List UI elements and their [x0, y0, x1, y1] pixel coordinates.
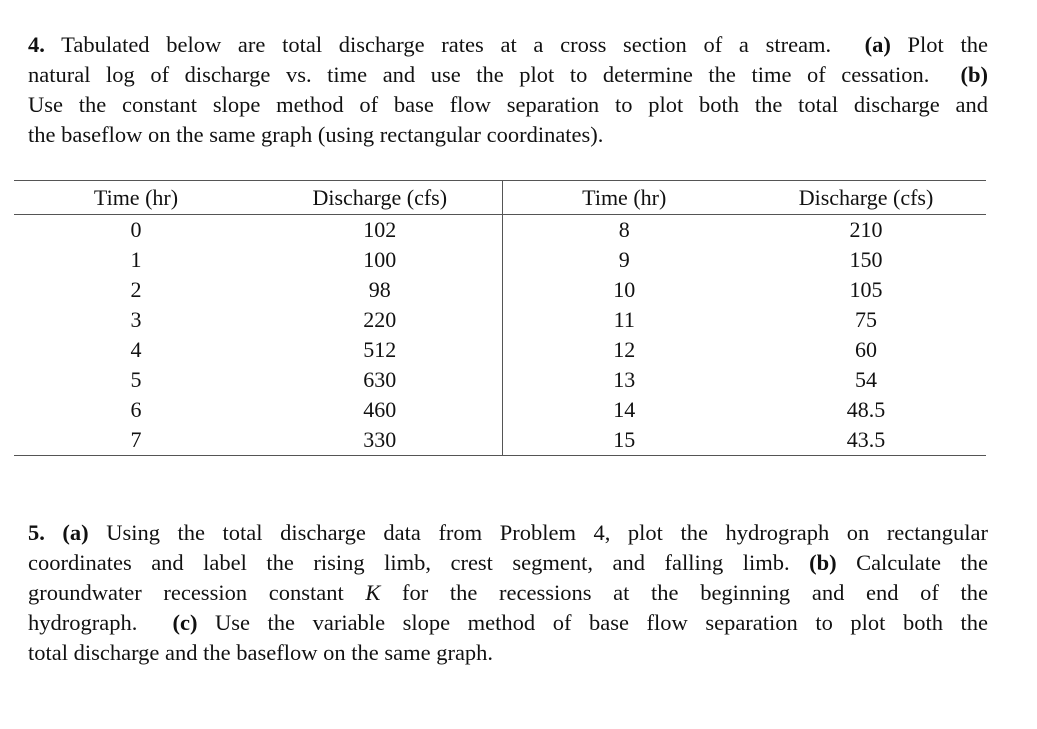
problem5-text-segment: Using the total discharge data from Problem 4, plot the hydrograph on rectangular: [88, 520, 989, 545]
cell-time: 11: [613, 307, 635, 332]
problem5-line: [28, 518, 988, 548]
problem4-text-segment: Tabulated below are total discharge rates at a cross section of a stream.: [44, 32, 865, 57]
problem4-line: [28, 60, 988, 90]
problem5-text-segment: (b): [809, 550, 837, 575]
problem5-text-segment: coordinates and label the rising limb, crest segment, and falling limb.: [28, 550, 810, 575]
problem5-text-segment: Use the variable slope method of base flow separation to plot both the: [197, 610, 988, 635]
problem4-text-segment: natural log of discharge vs. time and use the plot to determine the time of cessation.: [28, 62, 961, 87]
cell-discharge: 54: [855, 367, 877, 392]
cell-discharge: 220: [258, 305, 502, 335]
problem5-text-segment: (c): [172, 610, 198, 635]
discharge-table-container: [14, 180, 986, 456]
problem-4-text: [28, 30, 988, 150]
cell-time: 8: [618, 217, 630, 242]
problem5-text-segment: hydrograph.: [28, 610, 173, 635]
problem5-line: [28, 548, 988, 578]
cell-discharge: 60: [855, 337, 877, 362]
problem5-text-segment: K: [365, 580, 381, 605]
cell-time: 3: [130, 307, 142, 332]
table-row: [14, 305, 986, 335]
table-row: [14, 395, 986, 425]
table-row: [14, 335, 986, 365]
table-row: [14, 365, 986, 395]
cell-time: 6: [130, 397, 142, 422]
cell-time: 10: [613, 277, 636, 302]
problem5-text-segment: for the recessions at the beginning and end of the: [380, 580, 988, 605]
problem5-text-segment: total discharge and the baseflow on the same graph.: [28, 640, 494, 665]
discharge-table: [14, 180, 986, 456]
table-row: [14, 245, 986, 275]
problem5-line: [28, 638, 988, 668]
problem5-text-segment: Calculate the: [836, 550, 988, 575]
cell-time: 7: [14, 425, 258, 456]
problem5-text-segment: 5.: [28, 520, 45, 545]
table-row: [14, 425, 986, 456]
problem4-line: [28, 120, 988, 150]
problem4-line: [28, 30, 988, 60]
cell-discharge: 512: [258, 335, 502, 365]
problem4-text-segment: Use the constant slope method of base flow separation to plot both the total discharge and: [28, 92, 988, 117]
cell-discharge: 43.5: [746, 425, 986, 456]
cell-discharge: 100: [258, 245, 502, 275]
cell-time: 14: [613, 397, 636, 422]
cell-time: 13: [613, 367, 636, 392]
problem4-text-segment: (a): [864, 32, 891, 57]
header-discharge-1: Discharge (cfs): [258, 181, 502, 215]
cell-time: 5: [130, 367, 142, 392]
problem-5-text: [28, 518, 988, 668]
problem5-text-segment: (a): [62, 520, 89, 545]
cell-discharge: 150: [849, 247, 883, 272]
cell-discharge: 48.5: [846, 397, 886, 422]
problem4-line: [28, 90, 988, 120]
problem5-text-segment: groundwater recession constant: [28, 580, 366, 605]
cell-discharge: 98: [258, 275, 502, 305]
problem4-text-segment: the baseflow on the same graph (using rectangular coordinates).: [28, 122, 604, 147]
header-time-2: Time (hr): [582, 185, 667, 210]
cell-time: 0: [130, 217, 142, 242]
table-row: [14, 215, 986, 246]
problem5-text-segment: [45, 520, 63, 545]
cell-discharge: 330: [258, 425, 502, 456]
cell-time: 2: [130, 277, 142, 302]
table-header-row: [14, 181, 986, 215]
cell-discharge: 630: [258, 365, 502, 395]
problem4-text-segment: (b): [960, 62, 988, 87]
table-row: [14, 275, 986, 305]
table-body: [14, 215, 986, 456]
cell-discharge: 210: [849, 217, 883, 242]
problem5-line: [28, 578, 988, 608]
cell-discharge: 102: [258, 215, 502, 246]
header-time-1: Time (hr): [93, 185, 179, 210]
problem4-text-segment: 4.: [28, 32, 45, 57]
cell-time: 1: [130, 247, 142, 272]
cell-discharge: 105: [849, 277, 883, 302]
cell-time: 12: [613, 337, 636, 362]
header-discharge-2: Discharge (cfs): [798, 185, 934, 210]
problem5-line: [28, 608, 988, 638]
problem4-text-segment: Plot the: [890, 32, 988, 57]
cell-discharge: 75: [855, 307, 877, 332]
cell-time: 4: [130, 337, 142, 362]
cell-discharge: 460: [258, 395, 502, 425]
cell-time: 15: [502, 425, 746, 456]
cell-time: 9: [618, 247, 630, 272]
